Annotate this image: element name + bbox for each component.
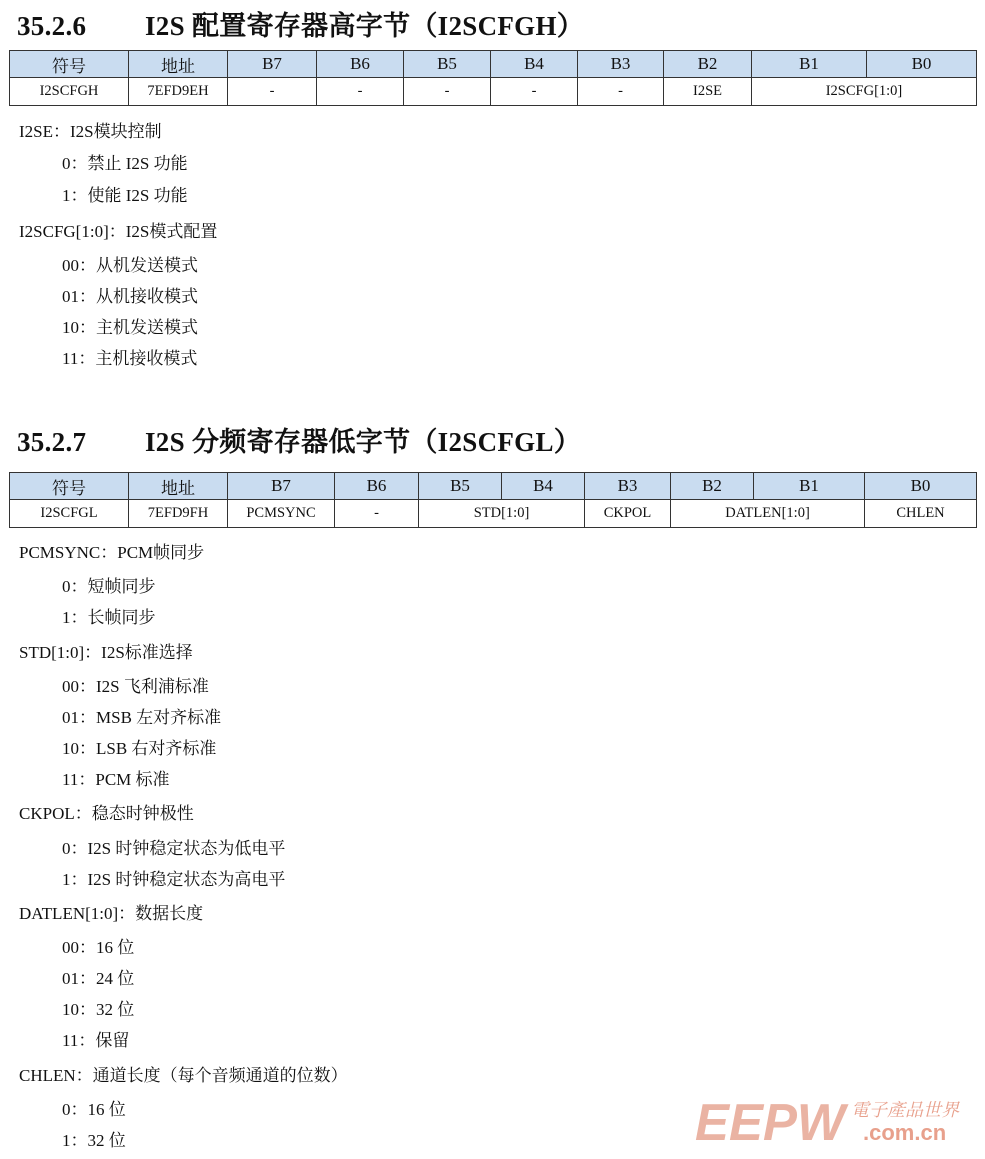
header-cell: B6 [317, 51, 404, 78]
header-cell: B6 [335, 473, 419, 500]
field-option: 0：短帧同步 [62, 577, 156, 596]
register-table-i2scfgh [9, 50, 977, 106]
bit-cell-b5: - [404, 78, 491, 106]
header-cell: B4 [502, 473, 585, 500]
field-description: CHLEN：通道长度（每个音频通道的位数） [19, 1066, 348, 1085]
field-description: DATLEN[1:0]：数据长度 [19, 904, 204, 923]
field-option: 00：从机发送模式 [62, 256, 198, 275]
field-description: I2SCFG[1:0]：I2S模式配置 [19, 222, 218, 241]
header-cell: B1 [754, 473, 865, 500]
field-option: 11：保留 [62, 1031, 130, 1050]
header-cell: B5 [404, 51, 491, 78]
section-number: 35.2.6 [17, 11, 87, 41]
header-cell: B1 [752, 51, 867, 78]
bit-cell-b3: - [578, 78, 664, 106]
bit-cell-b7: PCMSYNC [228, 500, 335, 528]
bit-cell-b5-b4: STD[1:0] [419, 500, 585, 528]
eepw-watermark-logo [695, 1096, 980, 1146]
header-cell: B0 [867, 51, 977, 78]
field-option: 10：LSB 右对齐标准 [62, 739, 217, 758]
bit-cell-b2-b1: DATLEN[1:0] [671, 500, 865, 528]
watermark-site-text: .com.cn [863, 1120, 947, 1145]
field-option: 01：24 位 [62, 969, 135, 988]
section-title: I2S 配置寄存器高字节（I2SCFGH） [145, 11, 585, 41]
address-cell: 7EFD9EH [129, 78, 228, 106]
header-cell: B5 [419, 473, 502, 500]
table-header-row [10, 51, 977, 78]
field-description: I2SE：I2S模块控制 [19, 122, 162, 141]
bit-cell-b2: I2SE [664, 78, 752, 106]
field-option: 0：禁止 I2S 功能 [62, 154, 188, 173]
watermark-logo-mark [695, 1096, 849, 1146]
field-option: 1：长帧同步 [62, 608, 156, 627]
header-cell: 符号 [10, 51, 129, 78]
header-cell: 地址 [129, 51, 228, 78]
field-option: 0：16 位 [62, 1100, 126, 1119]
header-cell: B3 [585, 473, 671, 500]
table-header-row [10, 473, 977, 500]
field-description: PCMSYNC：PCM帧同步 [19, 543, 205, 562]
section-title: I2S 分频寄存器低字节（I2SCFGL） [145, 427, 582, 457]
table-row [10, 78, 977, 106]
field-description: CKPOL：稳态时钟极性 [19, 804, 194, 823]
header-cell: 地址 [129, 473, 228, 500]
field-option: 01：MSB 左对齐标准 [62, 708, 222, 727]
field-option: 10：32 位 [62, 1000, 135, 1019]
field-option: 10：主机发送模式 [62, 318, 198, 337]
header-cell: B7 [228, 51, 317, 78]
section-heading-i2scfgh [17, 4, 584, 43]
register-table-i2scfgl [9, 472, 977, 528]
field-description: STD[1:0]：I2S标准选择 [19, 643, 193, 662]
field-option: 1：I2S 时钟稳定状态为高电平 [62, 870, 286, 889]
field-option: 0：I2S 时钟稳定状态为低电平 [62, 839, 286, 858]
header-cell: B0 [865, 473, 977, 500]
symbol-cell: I2SCFGH [10, 78, 129, 106]
watermark-cn-text: 電子產品世界 [851, 1100, 959, 1121]
bit-cell-b7: - [228, 78, 317, 106]
bit-cell-b6: - [317, 78, 404, 106]
header-cell: 符号 [10, 473, 129, 500]
field-option: 11：PCM 标准 [62, 770, 170, 789]
field-option: 1：使能 I2S 功能 [62, 186, 188, 205]
header-cell: B4 [491, 51, 578, 78]
field-option: 01：从机接收模式 [62, 287, 198, 306]
address-cell: 7EFD9FH [129, 500, 228, 528]
bit-cell-b0: CHLEN [865, 500, 977, 528]
section-number: 35.2.7 [17, 427, 87, 457]
header-cell: B2 [664, 51, 752, 78]
bit-cell-b6: - [335, 500, 419, 528]
header-cell: B3 [578, 51, 664, 78]
field-option: 1：32 位 [62, 1131, 126, 1150]
header-cell: B7 [228, 473, 335, 500]
field-option: 11：主机接收模式 [62, 349, 198, 368]
symbol-cell: I2SCFGL [10, 500, 129, 528]
section-heading-i2scfgl [17, 420, 581, 459]
bit-cell-b4: - [491, 78, 578, 106]
bit-cell-b3: CKPOL [585, 500, 671, 528]
header-cell: B2 [671, 473, 754, 500]
watermark-eepw-text: EEPW [695, 1096, 849, 1146]
field-option: 00：I2S 飞利浦标准 [62, 677, 209, 696]
table-row [10, 500, 977, 528]
bit-cell-b1-b0: I2SCFG[1:0] [752, 78, 977, 106]
field-option: 00：16 位 [62, 938, 135, 957]
